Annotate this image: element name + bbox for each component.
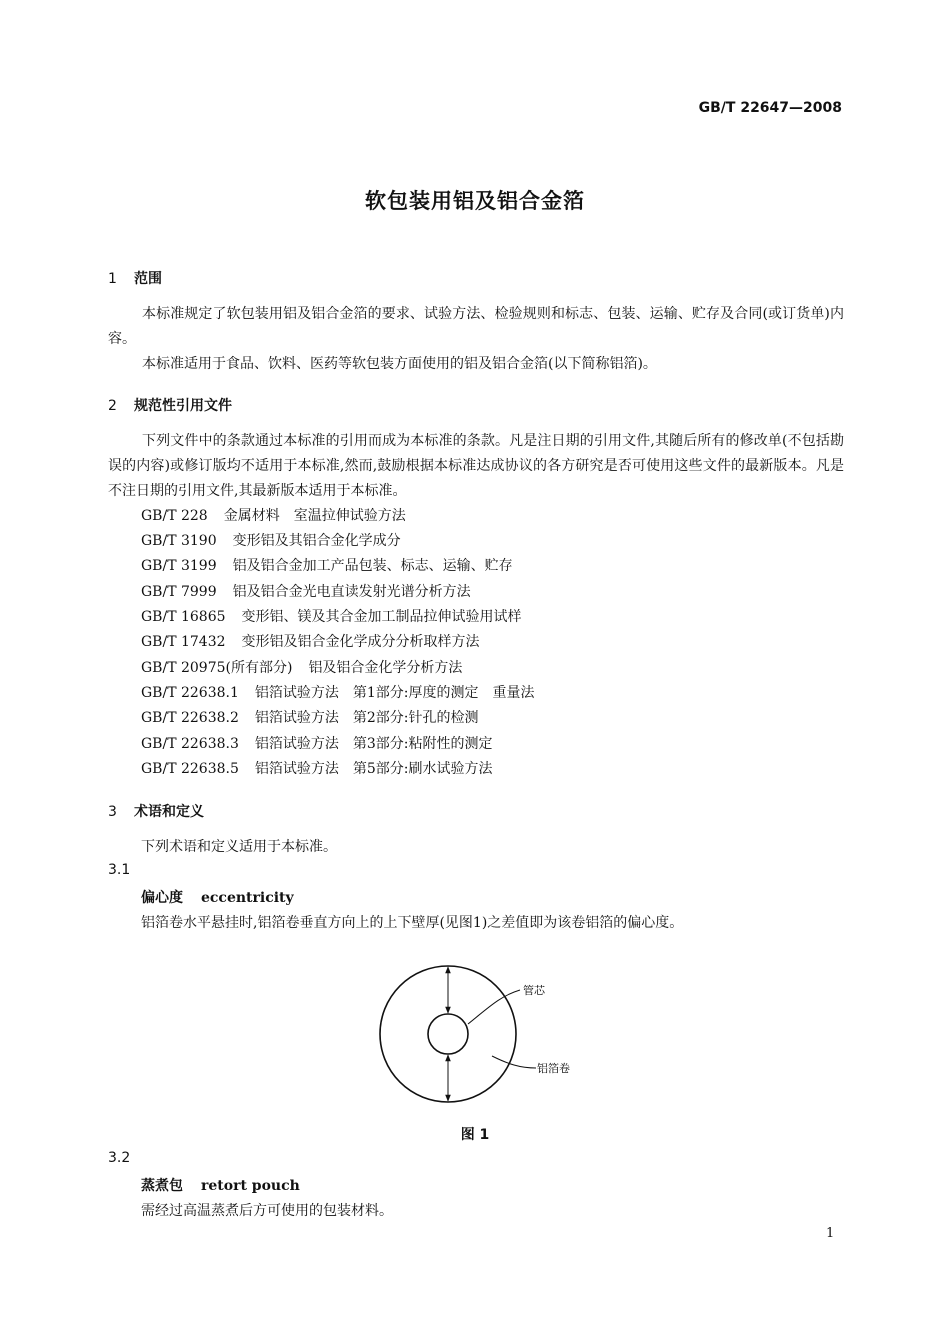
reference-title: 金属材料 室温拉伸试验方法 xyxy=(223,508,406,524)
reference-line xyxy=(141,505,406,525)
section-2-heading xyxy=(108,395,232,415)
reference-code: GB/T 22638.2 xyxy=(141,710,239,726)
reference-line xyxy=(141,555,513,575)
reference-title: 变形铝及铝合金化学成分分析取样方法 xyxy=(241,634,480,650)
section-title: 规范性引用文件 xyxy=(134,398,232,414)
section-3-heading xyxy=(108,801,204,821)
section-title: 范围 xyxy=(134,271,162,287)
section-number: 2 xyxy=(108,398,117,414)
reference-code: GB/T 22638.1 xyxy=(141,685,239,701)
reference-code: GB/T 22638.5 xyxy=(141,761,239,777)
reference-line xyxy=(141,682,535,702)
section-1-heading xyxy=(108,268,162,288)
term-retort-pouch-definition: 需经过高温蒸煮后方可使用的包装材料。 xyxy=(141,1203,393,1219)
term-english: retort pouch xyxy=(201,1178,300,1194)
reference-title: 变形铝及其铝合金化学成分 xyxy=(232,533,401,549)
reference-code: GB/T 228 xyxy=(141,508,208,524)
reference-line xyxy=(141,758,493,778)
reference-title: 铝及铝合金加工产品包装、标志、运输、贮存 xyxy=(232,558,513,574)
clause-3-2-number: 3.2 xyxy=(108,1150,131,1166)
reference-title: 铝箔试验方法 第1部分:厚度的测定 重量法 xyxy=(254,685,535,701)
reference-code: GB/T 16865 xyxy=(141,609,226,625)
roll-leader-line xyxy=(492,1056,536,1068)
clause-3-1-number: 3.1 xyxy=(108,862,131,878)
section-3-intro: 下列术语和定义适用于本标准。 xyxy=(141,839,337,855)
reference-code: GB/T 22638.3 xyxy=(141,736,239,752)
reference-title: 铝箔试验方法 第2部分:针孔的检测 xyxy=(254,710,479,726)
section-2-paragraph-1: 下列文件中的条款通过本标准的引用而成为本标准的条款。凡是注日期的引用文件,其随后所有的修改单(不包括勘误的内容)或修订版均不适用于本标准,然而,鼓励根据本标准达成协议的各方研究是否可使用这些文件的最新版本。凡是不注日期的引用文件,其最新版本适用于本标准。 xyxy=(108,433,844,499)
reference-line xyxy=(141,657,462,677)
reference-code: GB/T 3190 xyxy=(141,533,217,549)
reference-title: 铝及铝合金化学分析方法 xyxy=(308,660,463,676)
section-1-paragraph-2: 本标准适用于食品、饮料、医药等软包装方面使用的铝及铝合金箔(以下简称铝箔)。 xyxy=(142,356,657,372)
reference-line xyxy=(141,530,401,550)
reference-line xyxy=(141,707,479,727)
figure-1-diagram xyxy=(370,958,590,1118)
section-number: 3 xyxy=(108,804,117,820)
standard-code: GB/T 22647—2008 xyxy=(698,100,842,116)
figure-1-caption: 图 1 xyxy=(460,1127,490,1143)
term-retort-pouch xyxy=(141,1175,300,1195)
term-english: eccentricity xyxy=(201,890,294,906)
reference-title: 变形铝、镁及其合金加工制品拉伸试验用试样 xyxy=(241,609,522,625)
reference-title: 铝箔试验方法 第5部分:刷水试验方法 xyxy=(254,761,493,777)
reference-code: GB/T 17432 xyxy=(141,634,226,650)
label-foil-roll: 铝箔卷 xyxy=(537,1062,570,1075)
reference-line xyxy=(141,631,480,651)
term-eccentricity xyxy=(141,887,294,907)
term-chinese: 蒸煮包 xyxy=(141,1178,183,1194)
section-1-paragraph-1: 本标准规定了软包装用铝及铝合金箔的要求、试验方法、检验规则和标志、包装、运输、贮存及合同(或订货单)内容。 xyxy=(108,306,844,347)
term-chinese: 偏心度 xyxy=(141,890,183,906)
reference-line xyxy=(141,733,493,753)
section-number: 1 xyxy=(108,271,117,287)
core-leader-line xyxy=(468,990,520,1024)
document-title: 软包装用铝及铝合金箔 xyxy=(365,189,585,213)
reference-title: 铝及铝合金光电直读发射光谱分析方法 xyxy=(232,584,471,600)
term-eccentricity-definition: 铝箔卷水平悬挂时,铝箔卷垂直方向上的上下壁厚(见图1)之差值即为该卷铝箔的偏心度。 xyxy=(141,915,684,931)
reference-title: 铝箔试验方法 第3部分:粘附性的测定 xyxy=(254,736,493,752)
core-circle xyxy=(428,1014,468,1054)
reference-code: GB/T 7999 xyxy=(141,584,217,600)
section-title: 术语和定义 xyxy=(134,804,204,820)
page-number: 1 xyxy=(826,1226,835,1241)
reference-code: GB/T 20975(所有部分) xyxy=(141,660,293,676)
reference-line xyxy=(141,581,471,601)
reference-code: GB/T 3199 xyxy=(141,558,217,574)
reference-line xyxy=(141,606,522,626)
label-core: 管芯 xyxy=(523,984,545,997)
